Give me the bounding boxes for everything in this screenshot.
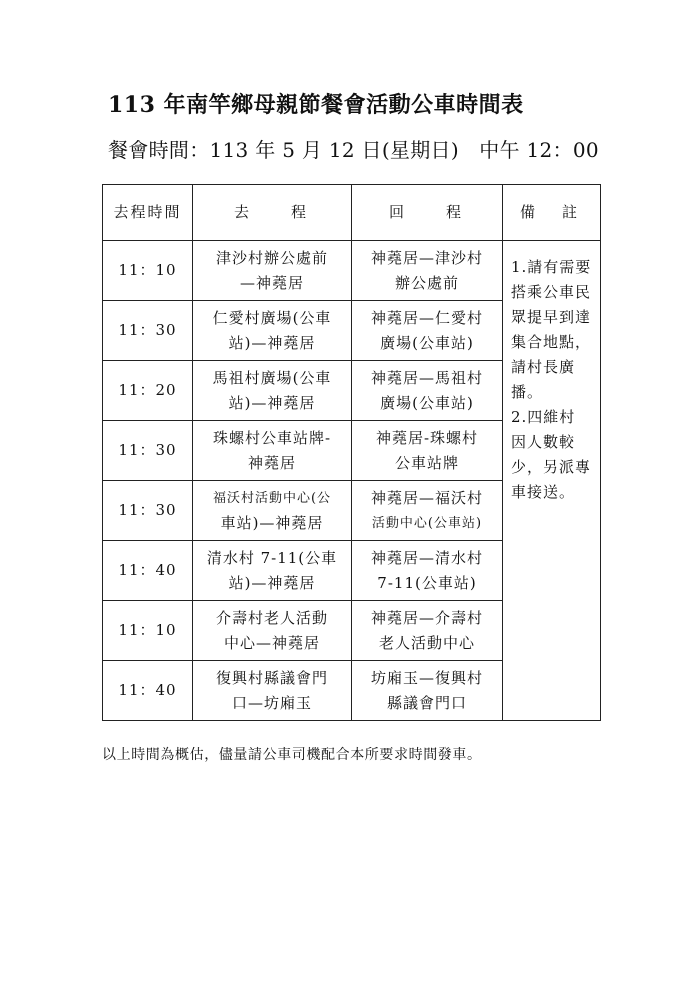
outbound-line-1: 津沙村辦公處前 [215, 248, 328, 267]
return-route-cell [352, 481, 503, 541]
notes-text: 1.請有需要 搭乘公車民 眾提早到達 集合地點， 請村長廣 播。 2.四維村 因人數較 少，另派專 車接送。 [511, 258, 592, 501]
departure-time-cell: 11：40 [103, 661, 193, 721]
return-line-1: 神蕘居—清水村 [370, 548, 483, 567]
return-line-2: 辦公處前 [394, 273, 459, 292]
outbound-line-2: 站)—神蕘居 [228, 393, 316, 412]
outbound-line-2: 車站)—神蕘居 [220, 513, 324, 532]
return-line-2: 公車站牌 [394, 453, 459, 472]
outbound-line-2: 中心—神蕘居 [223, 633, 320, 652]
header-departure-time: 去程時間 [103, 185, 193, 241]
return-route-cell [352, 301, 503, 361]
outbound-line-2: 口—坊廂玉 [231, 693, 312, 712]
footer-note: 以上時間為概估，儘量請公車司機配合本所要求時間發車。 [102, 747, 482, 763]
outbound-route-cell [193, 361, 352, 421]
outbound-line-2: 站)—神蕘居 [228, 333, 316, 352]
departure-time-cell: 11：10 [103, 601, 193, 661]
outbound-line-1: 馬祖村廣場(公車 [212, 368, 332, 387]
return-line-1: 神蕘居—仁愛村 [370, 308, 483, 327]
departure-time-cell: 11：30 [103, 481, 193, 541]
header-return: 回 程 [352, 185, 503, 241]
outbound-line-1: 仁愛村廣場(公車 [212, 308, 332, 327]
return-line-1: 神蕘居—津沙村 [370, 248, 483, 267]
outbound-route-cell [193, 301, 352, 361]
outbound-line-2: 站)—神蕘居 [228, 573, 316, 592]
return-line-2: 縣議會門口 [386, 693, 467, 712]
return-route-cell [352, 241, 503, 301]
bus-schedule-table [102, 184, 601, 721]
return-route-cell [352, 601, 503, 661]
outbound-route-cell [193, 421, 352, 481]
return-route-cell [352, 361, 503, 421]
departure-time-cell: 11：40 [103, 541, 193, 601]
event-time-subtitle: 餐會時間：113 年 5 月 12 日(星期日) 中午 12：00 [108, 138, 599, 162]
outbound-line-2: —神蕘居 [239, 273, 304, 292]
outbound-line-1: 清水村 7-11(公車 [206, 548, 338, 567]
return-line-2: 廣場(公車站) [380, 393, 474, 412]
page-title: 113 年南竿鄉母親節餐會活動公車時間表 [108, 92, 524, 118]
notes-cell [503, 241, 601, 721]
return-line-2: 活動中心(公車站) [371, 515, 483, 531]
header-outbound: 去 程 [193, 185, 352, 241]
departure-time-cell: 11：20 [103, 361, 193, 421]
return-line-2: 老人活動中心 [378, 633, 475, 652]
outbound-line-2: 神蕘居 [247, 453, 296, 472]
departure-time-cell: 11：30 [103, 421, 193, 481]
return-line-1: 坊廂玉—復興村 [370, 668, 483, 687]
return-line-1: 神蕘居—介壽村 [370, 608, 483, 627]
outbound-line-1: 復興村縣議會門 [215, 668, 328, 687]
table-header-row [103, 185, 601, 241]
outbound-route-cell [193, 541, 352, 601]
outbound-route-cell [193, 661, 352, 721]
outbound-line-1: 福沃村活動中心(公 [212, 490, 332, 506]
return-line-1: 神蕘居—福沃村 [370, 488, 483, 507]
return-line-1: 神蕘居—馬祖村 [370, 368, 483, 387]
table-row [103, 241, 601, 301]
outbound-line-1: 珠螺村公車站牌- [212, 428, 332, 447]
outbound-route-cell [193, 241, 352, 301]
return-line-1: 神蕘居-珠螺村 [375, 428, 479, 447]
return-line-2: 7-11(公車站) [377, 573, 477, 592]
departure-time-cell: 11：10 [103, 241, 193, 301]
outbound-route-cell [193, 481, 352, 541]
header-notes: 備 註 [503, 185, 601, 241]
return-line-2: 廣場(公車站) [380, 333, 474, 352]
outbound-line-1: 介壽村老人活動 [215, 608, 328, 627]
outbound-route-cell [193, 601, 352, 661]
return-route-cell [352, 661, 503, 721]
return-route-cell [352, 541, 503, 601]
departure-time-cell: 11：30 [103, 301, 193, 361]
return-route-cell [352, 421, 503, 481]
